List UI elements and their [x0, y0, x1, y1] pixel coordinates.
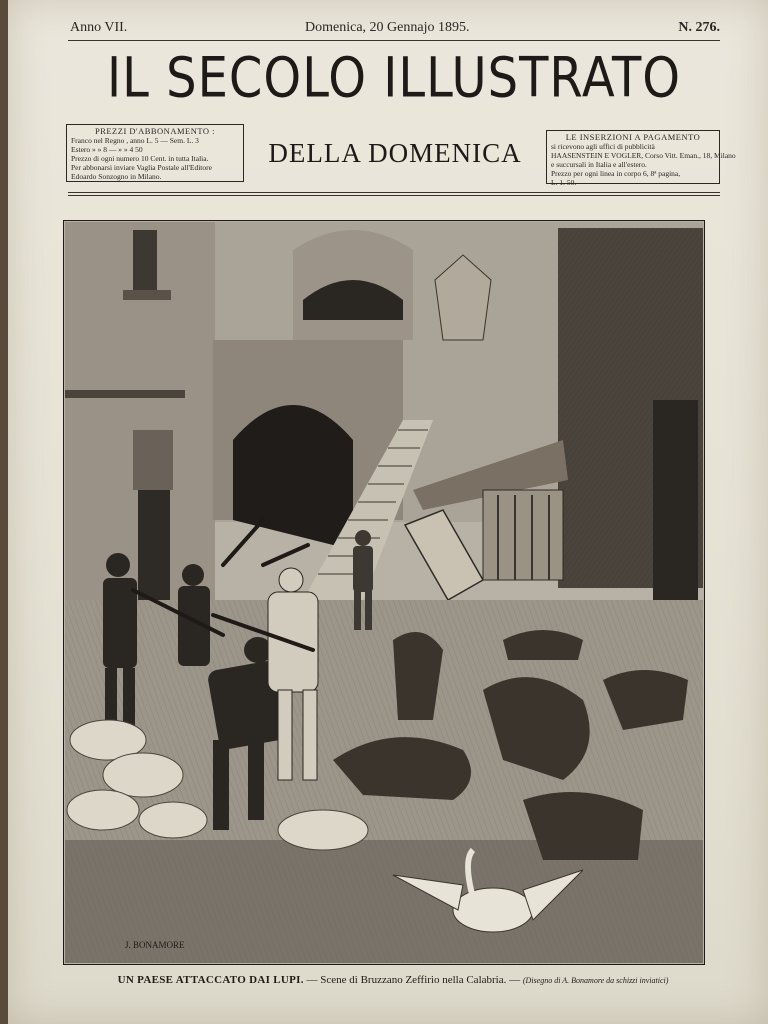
header-rule-double — [68, 195, 720, 196]
ads-line: L. 1. 50. — [551, 178, 577, 187]
doorway — [138, 490, 170, 610]
ads-line: Prezzo per ogni linea in corpo 6, 8ª pagina, — [551, 169, 681, 178]
artist-signature: J. BONAMORE — [125, 940, 185, 950]
masthead-topline — [70, 20, 720, 38]
subscription-line: Edoardo Sonzogno in Milano. — [71, 172, 162, 181]
issue-year: Anno VII. — [70, 20, 128, 35]
balcony — [123, 290, 171, 300]
newspaper-subtitle: DELLA DOMENICA — [268, 138, 522, 168]
ads-heading: LE INSERZIONI A PAGAMENTO — [565, 132, 701, 142]
window — [133, 230, 157, 290]
caption-credit: (Disegno di A. Bonamore da schizzi inviatici) — [522, 976, 669, 985]
header-rule — [68, 192, 720, 193]
ads-line: si ricevono agli uffici di pubblicità — [551, 142, 655, 151]
subscription-box — [66, 124, 244, 182]
subscription-line: Franco nel Regno , anno L. 5 — Sem. L. 3 — [71, 136, 199, 145]
issue-date: Domenica, 20 Gennajo 1895. — [305, 20, 470, 35]
roof-edge — [65, 390, 185, 398]
engraving-illustration — [63, 220, 705, 965]
window — [133, 430, 173, 490]
ads-box — [546, 130, 736, 187]
subscription-line: Per abbonarsi inviare Vaglia Postale all'Editore — [71, 163, 212, 172]
illustration-caption — [68, 974, 718, 986]
wooden-shed — [483, 490, 563, 580]
subscription-line: Prezzo di ogni numero 10 Cent. in tutta Italia. — [71, 154, 209, 163]
top-rule — [68, 40, 720, 41]
ads-line: HAASENSTEIN E VOGLER, Corso Vitt. Eman., 18, Milano — [551, 151, 736, 160]
subscription-heading: PREZZI D'ABBONAMENTO : — [94, 126, 216, 136]
ads-line: e succursali in Italia e all'estero. — [551, 160, 647, 169]
issue-number: N. 276. — [678, 20, 720, 35]
newspaper-page — [8, 0, 768, 1024]
newspaper-title: IL SECOLO ILLUSTRATO — [106, 46, 682, 111]
right-archway — [653, 400, 698, 600]
caption-main: UN PAESE ATTACCATO DAI LUPI. — [117, 974, 304, 986]
caption-detail: — Scene di Bruzzano Zeffirio nella Calabria. — — [306, 974, 521, 986]
subscription-line: Estero » » 8 — » » 4 50 — [71, 145, 143, 154]
